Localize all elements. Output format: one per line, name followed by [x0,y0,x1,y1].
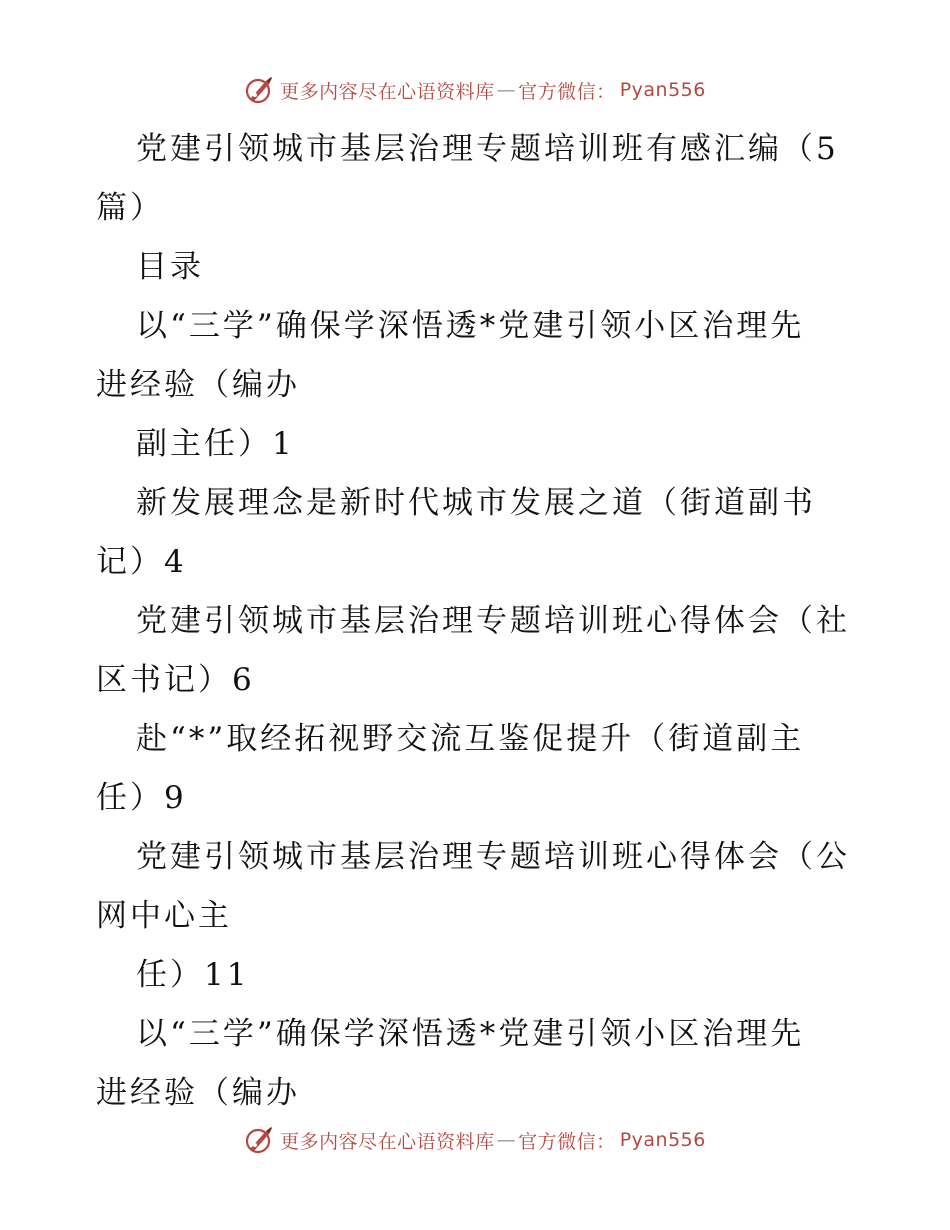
banner-dash: — [496,1129,517,1151]
document-line: 任）11 [136,957,250,993]
document-line: 新发展理念是新时代城市发展之道（街道副书 [136,485,816,521]
banner-site-text: 更多内容尽在心语资料库 [280,80,495,103]
banner-wechat-label: 官方微信： [518,1130,616,1153]
quill-pen-logo-icon [244,75,274,105]
document-line: 党建引领城市基层治理专题培训班有感汇编（5 [136,131,839,167]
document-line: 篇） [96,190,164,226]
document-line: 任）9 [96,780,187,816]
document-body [96,120,856,1123]
banner-account: Pyan556 [619,79,706,101]
document-line: 副主任）1 [136,426,295,462]
document-line: 进经验（编办 [96,367,300,403]
document-line: 党建引领城市基层治理专题培训班心得体会（社 [136,603,850,639]
document-line: 进经验（编办 [96,1075,300,1111]
document-line: 赴“*”取经拓视野交流互鉴促提升（街道副主 [136,721,805,757]
document-line: 以“三学”确保学深悟透*党建引领小区治理先 [136,308,805,344]
document-line: 目录 [136,249,204,285]
banner-wechat-label: 官方微信： [518,80,616,103]
banner-account: Pyan556 [619,1129,706,1151]
document-line: 党建引领城市基层治理专题培训班心得体会（公 [136,839,850,875]
document-line: 网中心主 [96,898,232,934]
header-watermark-banner [0,70,950,110]
document-line: 记）4 [96,544,187,580]
document-line: 以“三学”确保学深悟透*党建引领小区治理先 [136,1016,805,1052]
document-line: 区书记）6 [96,662,255,698]
banner-site-text: 更多内容尽在心语资料库 [280,1130,495,1153]
footer-watermark-banner [0,1120,950,1160]
quill-pen-logo-icon [244,1125,274,1155]
banner-dash: — [496,79,517,101]
